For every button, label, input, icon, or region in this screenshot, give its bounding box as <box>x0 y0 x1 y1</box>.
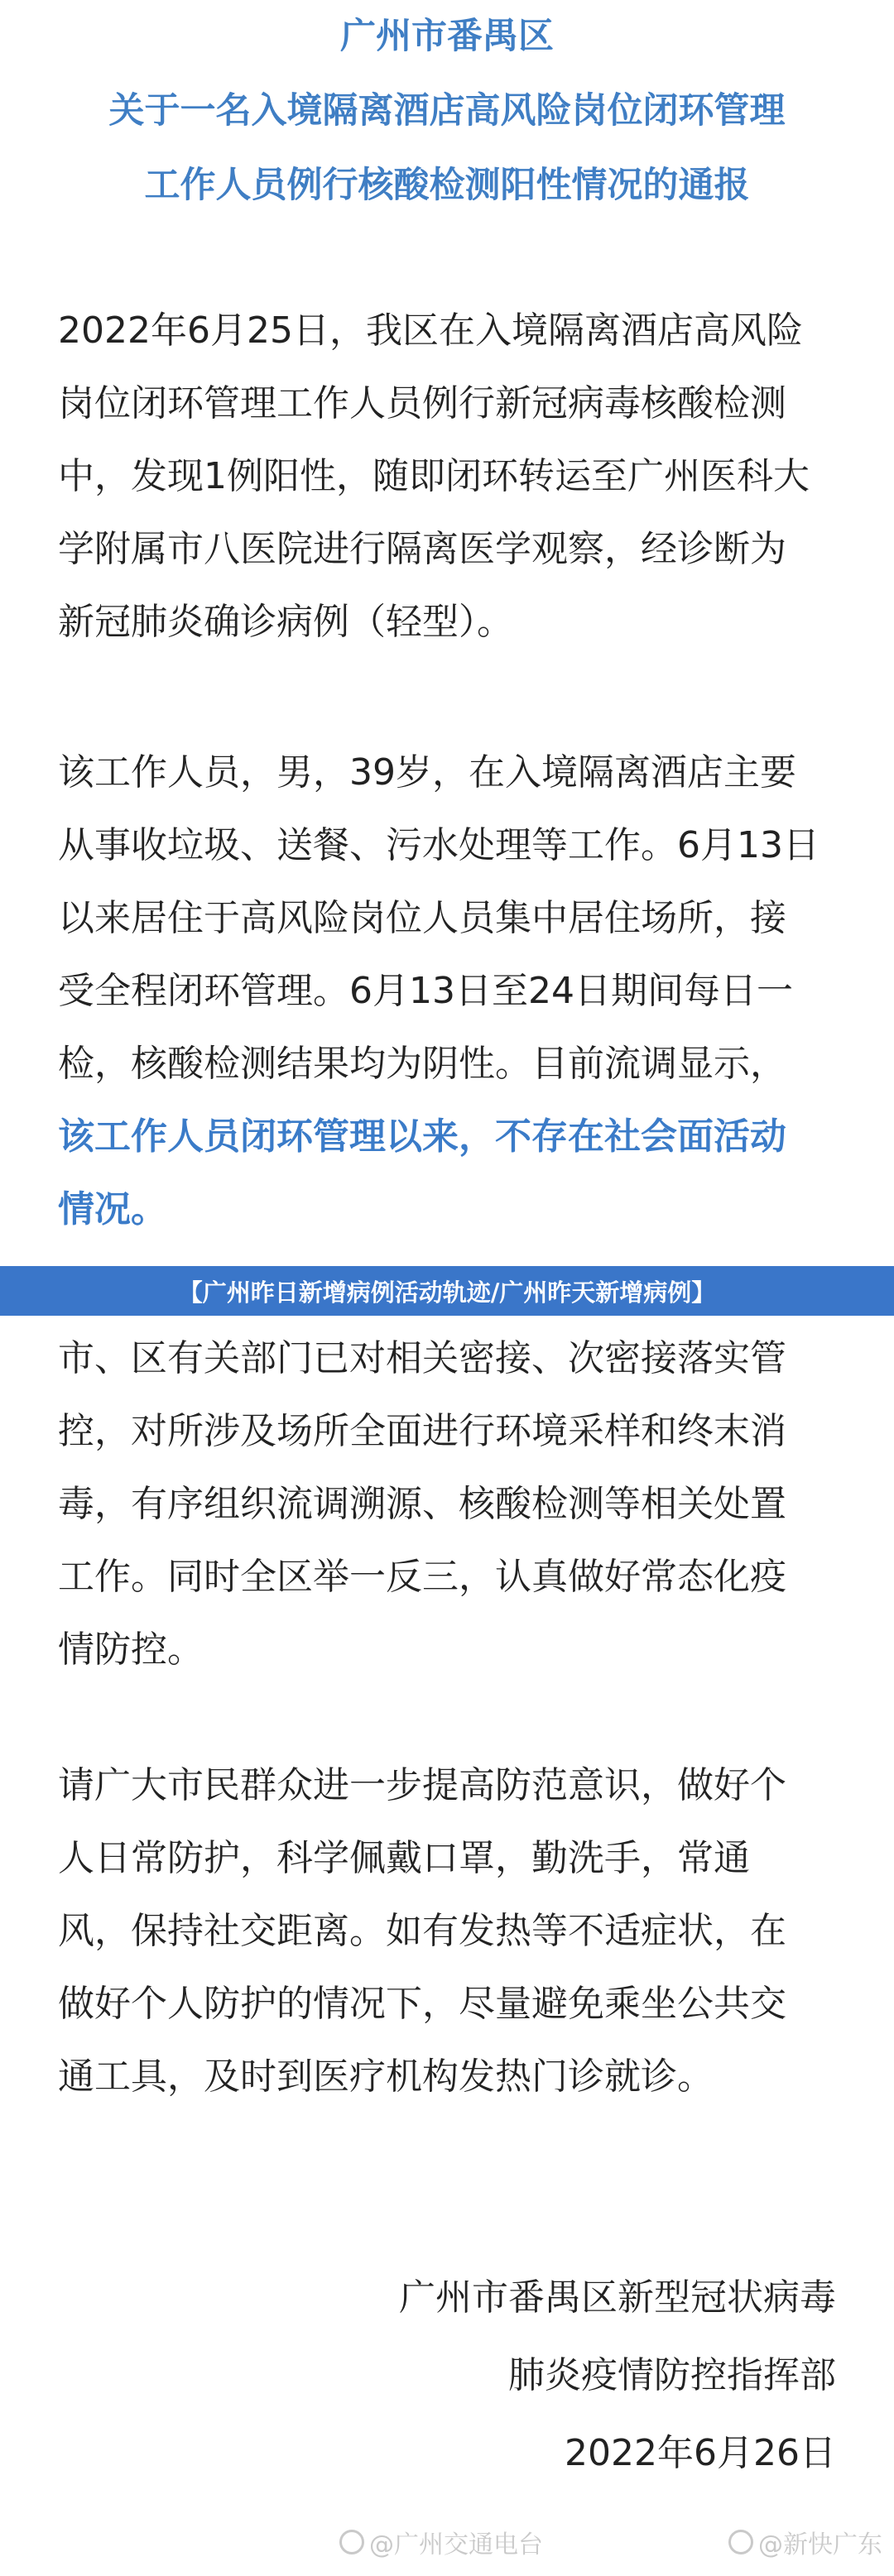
weibo-icon <box>339 2530 364 2554</box>
text-line: 从事收垃圾、送餐、污水处理等工作。6月13日 <box>58 824 820 866</box>
weibo-icon <box>728 2530 753 2554</box>
text-line: 请广大市民群众进一步提高防范意识，做好个 <box>58 1764 786 1806</box>
watermark-right <box>728 2524 882 2560</box>
highlight-line: 该工作人员闭环管理以来，不存在社会面活动 <box>58 1115 786 1158</box>
text-line: 风，保持社交距离。如有发热等不适症状，在 <box>58 1910 786 1952</box>
text-line: 人日常防护，科学佩戴口罩，勤洗手，常通 <box>58 1837 750 1879</box>
watermark-left-text: @广州交通电台 <box>369 2530 543 2559</box>
signature-org-line-2: 肺炎疫情防控指挥部 <box>508 2354 836 2396</box>
paragraph-measures <box>58 1322 844 1686</box>
paragraph-case-details <box>58 736 844 1246</box>
signature-date: 2022年6月26日 <box>565 2432 836 2474</box>
related-news-banner[interactable] <box>0 1266 894 1316</box>
banner-text[interactable]: 【广州昨日新增病例活动轨迹/广州昨天新增病例】 <box>178 1278 716 1307</box>
text-line: 中，发现1例阳性，随即闭环转运至广州医科大 <box>58 455 810 497</box>
paragraph-public-advice <box>58 1749 844 2113</box>
watermark-right-text: @新快广东 <box>758 2530 882 2559</box>
signature-org-line-1: 广州市番禺区新型冠状病毒 <box>399 2276 836 2319</box>
paragraph-announcement <box>58 295 844 659</box>
notice-title-line-3: 工作人员例行核酸检测阳性情况的通报 <box>144 165 750 206</box>
text-line: 以来居住于高风险岗位人员集中居住场所，接 <box>58 897 786 939</box>
notice-title-line-2: 关于一名入境隔离酒店高风险岗位闭环管理 <box>108 90 786 132</box>
text-line: 市、区有关部门已对相关密接、次密接落实管 <box>58 1337 786 1379</box>
text-line: 新冠肺炎确诊病例（轻型）。 <box>58 601 513 643</box>
text-line: 受全程闭环管理。6月13日至24日期间每日一 <box>58 970 793 1012</box>
notice-title-line-1: 广州市番禺区 <box>340 16 554 57</box>
text-line: 该工作人员，男，39岁，在入境隔离酒店主要 <box>58 751 796 794</box>
signature-block <box>399 2259 836 2492</box>
text-line: 毒，有序组织流调溯源、核酸检测等相关处置 <box>58 1483 786 1525</box>
text-line: 做好个人防护的情况下，尽量避免乘坐公共交 <box>58 1983 786 2025</box>
text-line: 2022年6月25日，我区在入境隔离酒店高风险 <box>58 309 803 352</box>
text-line: 通工具，及时到医疗机构发热门诊就诊。 <box>58 2056 714 2098</box>
text-line: 岗位闭环管理工作人员例行新冠病毒核酸检测 <box>58 382 786 425</box>
watermark-left <box>339 2524 543 2560</box>
text-line: 情防控。 <box>58 1629 204 1671</box>
text-line: 学附属市八医院进行隔离医学观察，经诊断为 <box>58 528 786 570</box>
text-line: 检，核酸检测结果均为阴性。目前流调显示， <box>58 1043 786 1085</box>
text-line: 工作。同时全区举一反三，认真做好常态化疫 <box>58 1556 786 1598</box>
highlight-line: 情况。 <box>58 1188 167 1230</box>
text-line: 控，对所涉及场所全面进行环境采样和终末消 <box>58 1410 786 1452</box>
